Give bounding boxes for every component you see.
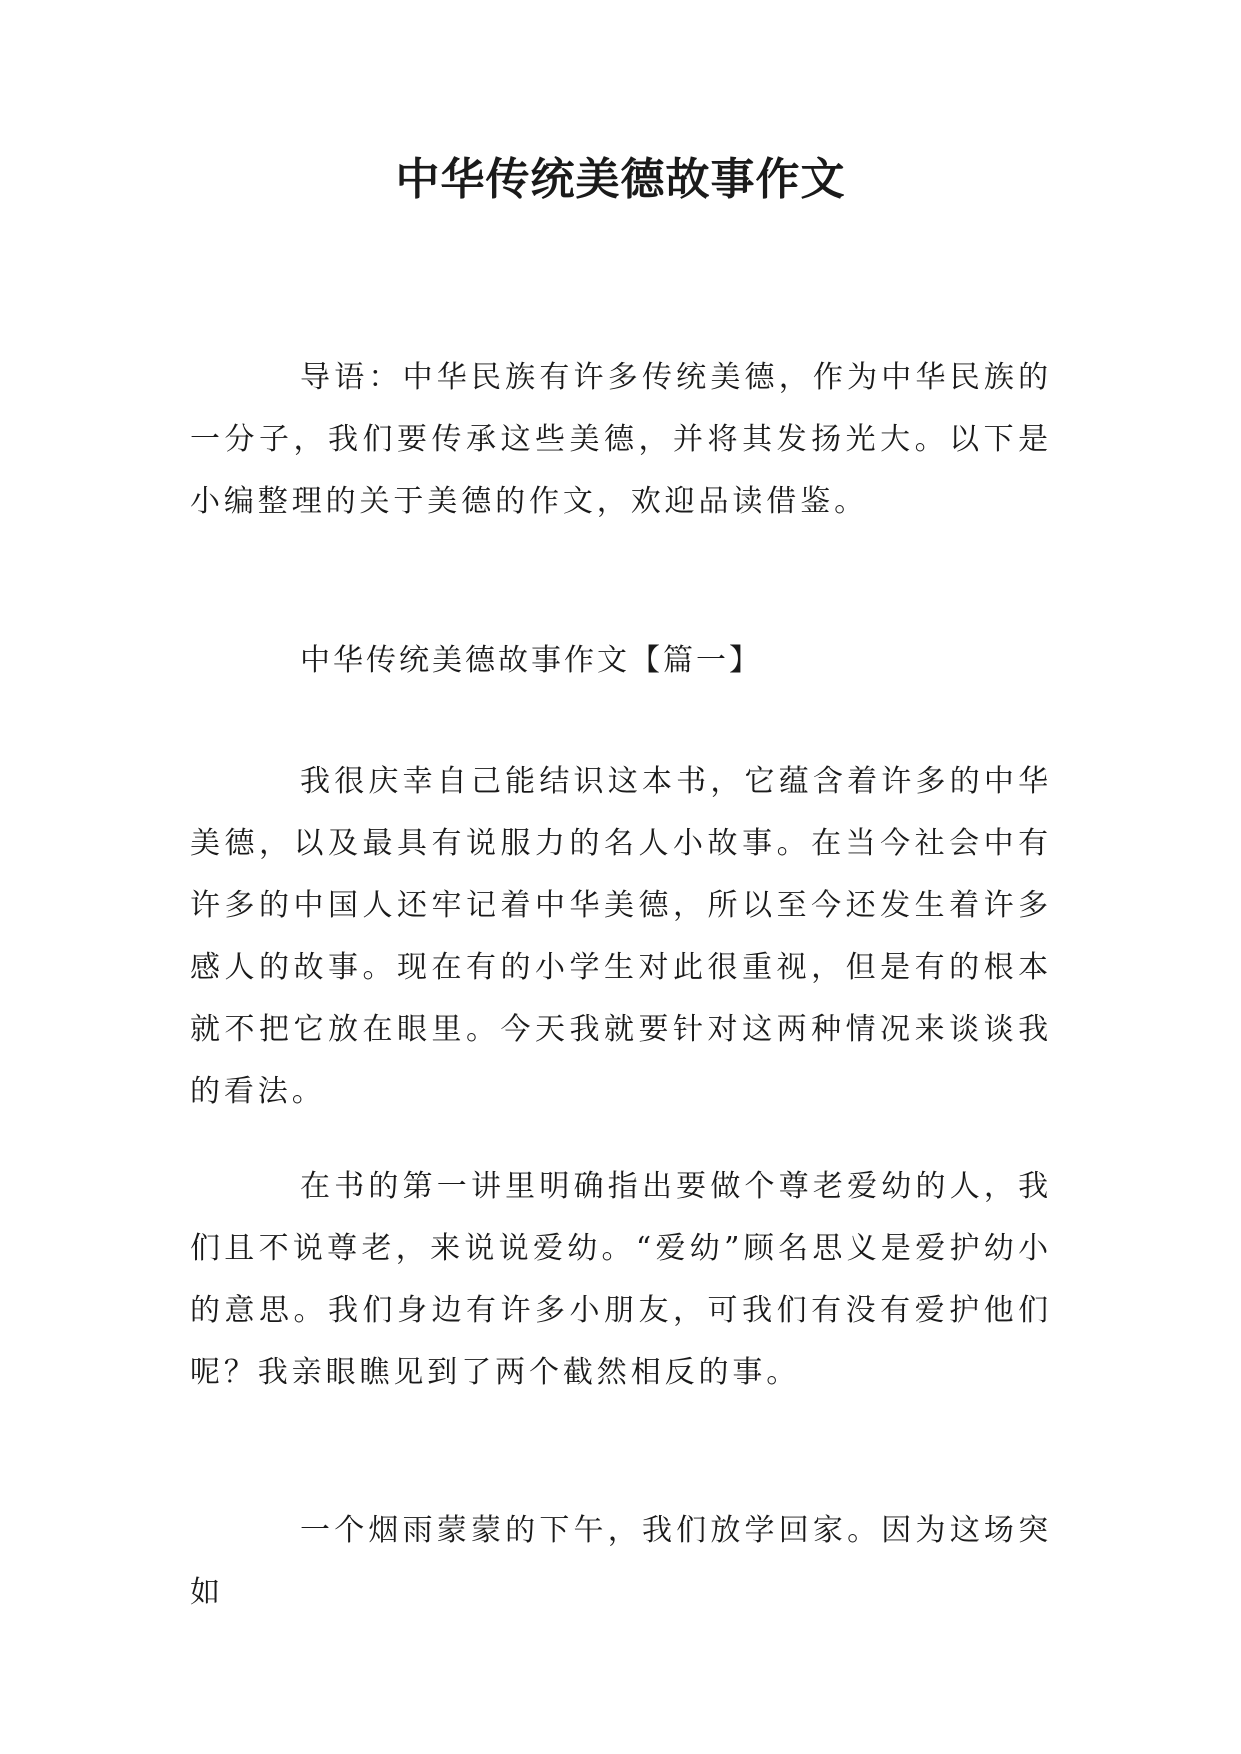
document-title: 中华传统美德故事作文	[395, 154, 846, 205]
body-paragraph: 在书的第一讲里明确指出要做个尊老爱幼的人，我们且不说尊老，来说说爱幼。“爱幼”顾名思义是爱护幼小的意思。我们身边有许多小朋友，可我们有没有爱护他们呢？我亲眼瞧见到了两个截然相反的事。	[190, 1169, 1052, 1390]
body-paragraph: 一个烟雨蒙蒙的下午，我们放学回家。因为这场突如	[190, 1513, 1052, 1610]
body-paragraph: 我很庆幸自己能结识这本书，它蕴含着许多的中华美德，以及最具有说服力的名人小故事。在当今社会中有许多的中国人还牢记着中华美德，所以至今还发生着许多感人的故事。现在有的小学生对此很重视，但是有的根本就不把它放在眼里。今天我就要针对这两种情况来谈谈我的看法。	[190, 764, 1052, 1109]
intro-paragraph: 导语：中华民族有许多传统美德，作为中华民族的一分子，我们要传承这些美德，并将其发扬光大。以下是小编整理的关于美德的作文，欢迎品读借鉴。	[190, 360, 1052, 519]
section-heading: 中华传统美德故事作文【篇一】	[300, 643, 762, 678]
